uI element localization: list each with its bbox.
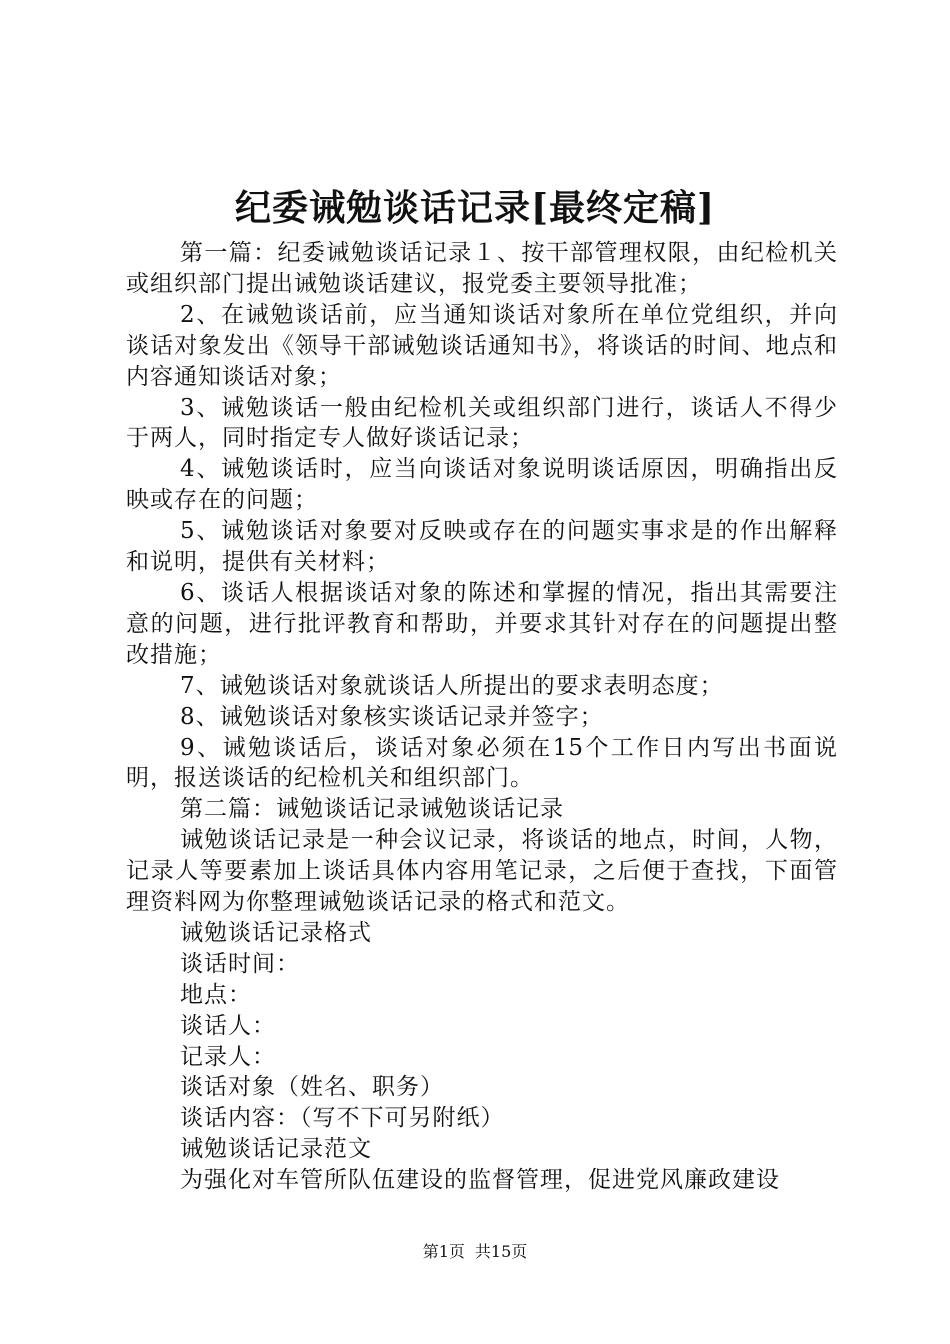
paragraph: 诫勉谈话记录格式 <box>180 919 372 946</box>
paragraph: 4、诫勉谈话时，应当向谈话对象说明谈话原因，明确指出反映或存在的问题； <box>126 456 838 514</box>
page-total: 共15页 <box>474 1242 528 1261</box>
paragraph: 5、诫勉谈话对象要对反映或存在的问题实事求是的作出解释和说明，提供有关材料； <box>126 518 838 576</box>
form-field-label: 谈话对象（姓名、职务） <box>180 1074 444 1101</box>
page-footer <box>0 1242 950 1262</box>
paragraph: 6、谈话人根据谈话对象的陈述和掌握的情况，指出其需要注意的问题，进行批评教育和帮助，并要求其针对存在的问题提出整改措施； <box>126 579 838 668</box>
document-body <box>126 238 838 1196</box>
page-number: 第1页 <box>422 1242 465 1261</box>
paragraph: 第一篇：纪委诫勉谈话记录１、按干部管理权限，由纪检机关或组织部门提出诫勉谈话建议，报党委主要领导批准； <box>126 240 838 297</box>
paragraph: 2、在诫勉谈话前，应当通知谈话对象所在单位党组织，并向谈话对象发出《领导干部诫勉谈话通知书》，将谈话的时间、地点和内容通知谈话对象； <box>126 301 838 390</box>
paragraph: 7、诫勉谈话对象就谈话人所提出的要求表明态度； <box>180 672 724 699</box>
form-field-label: 谈话内容：（写不下可另附纸） <box>180 1105 505 1132</box>
paragraph: 诫勉谈话记录范文 <box>180 1136 372 1163</box>
document-title: 纪委诫勉谈话记录[最终定稿] <box>234 187 716 229</box>
paragraph: 8、诫勉谈话对象核实谈话记录并签字； <box>180 703 604 730</box>
paragraph: 为强化对车管所队伍建设的监督管理，促进党风廉政建设 <box>180 1167 780 1194</box>
form-field-label: 地点： <box>180 981 252 1008</box>
form-field-label: 记录人： <box>180 1043 276 1070</box>
form-field-label: 谈话时间： <box>180 950 300 977</box>
paragraph: 诫勉谈话记录是一种会议记录，将谈话的地点，时间，人物，记录人等要素加上谈话具体内容用笔记录，之后便于查找，下面管理资料网为你整理诫勉谈话记录的格式和范文。 <box>126 827 838 916</box>
section-heading: 第二篇：诫勉谈话记录诫勉谈话记录 <box>180 796 564 823</box>
form-field-label: 谈话人： <box>180 1012 276 1039</box>
paragraph: 9、诫勉谈话后，谈话对象必须在15个工作日内写出书面说明，报送谈话的纪检机关和组织部门。 <box>126 734 838 792</box>
paragraph: 3、诫勉谈话一般由纪检机关或组织部门进行，谈话人不得少于两人，同时指定专人做好谈话记录； <box>126 394 838 452</box>
